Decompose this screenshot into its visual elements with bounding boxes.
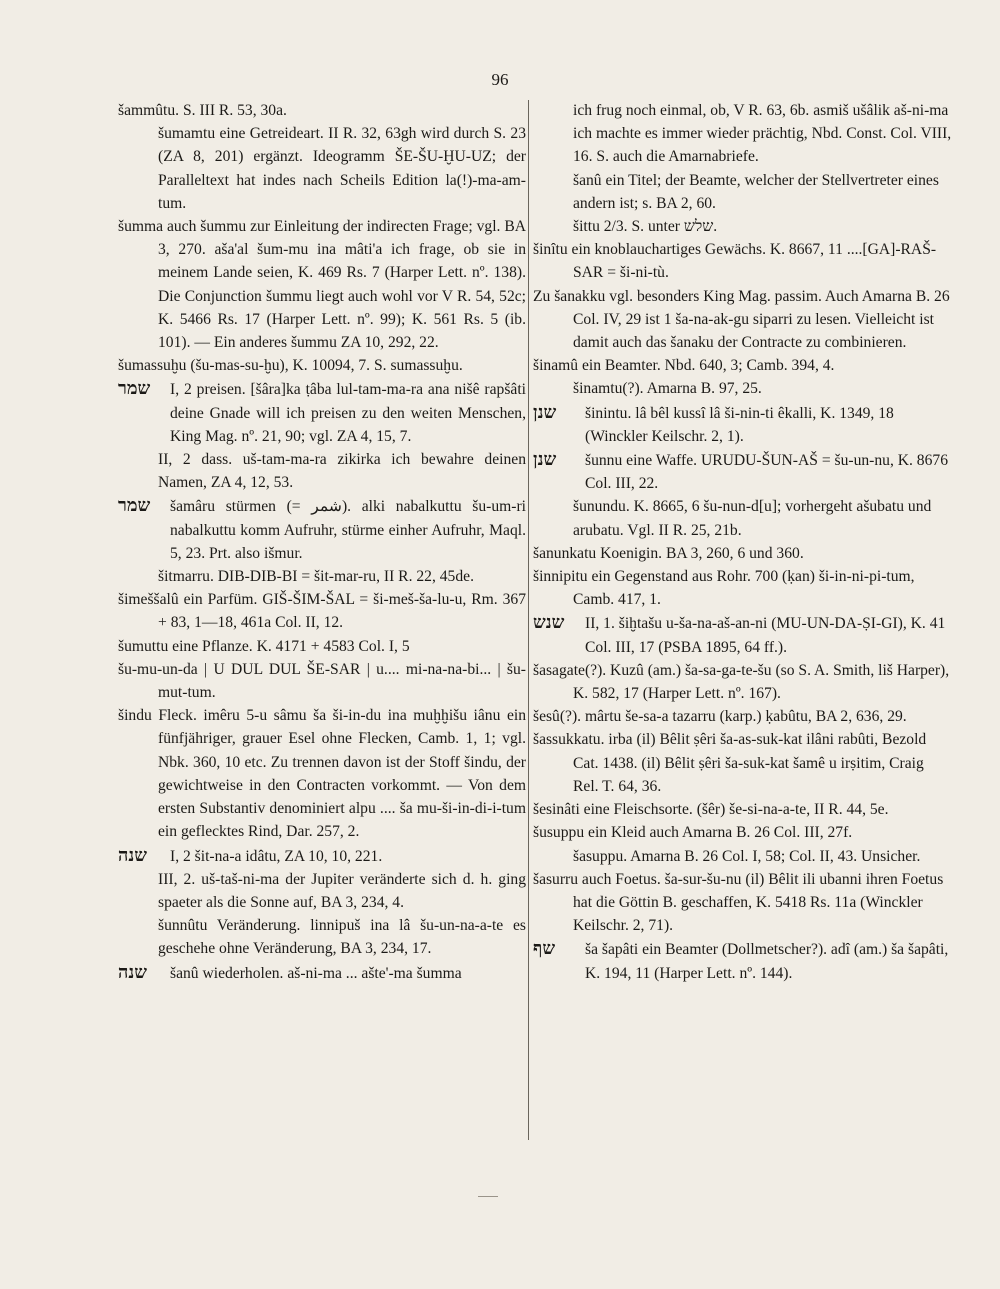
entry: šesû(?). mârtu še-sa-a tazarru (karp.) ḳabûtu, BA 2, 636, 29.	[533, 708, 907, 726]
entry-text: II, 1. šiḫtašu u-ša-na-aš-an-ni (MU-UN-DA-ṢI-GI), K. 41 Col. III, 17 (PSBA 1895, 64 ff.).	[585, 615, 946, 656]
entry	[118, 377, 526, 448]
entry-text: ša šapâti ein Beamter (Dollmetscher?). adî (am.) ša šapâti, K. 194, 11 (Harper Lett. nº. 144).	[585, 941, 949, 982]
entry: šumamtu eine Getreideart. II R. 32, 63gh wird durch S. 23 (ZA 8, 201) ergänzt. Ideogramm ŠE-ŠU-ḪU-UZ; der Paralleltext hat indes nach Scheils Edition la(!)-ma-am-tum.	[158, 125, 526, 212]
entry: šunnûtu Veränderung. linnipuš ina lâ šu-un-na-a-te es geschehe ohne Veränderung, BA 3, 234, 17.	[158, 917, 526, 958]
entry: šu-mu-un-da | U DUL DUL ŠE-SAR | u.... mi-na-na-bi... | šu-mut-tum.	[118, 660, 526, 702]
entry: šitmarru. DIB-DIB-BI = šit-mar-ru, II R. 22, 45de.	[158, 568, 474, 586]
entry: šittu 2/3. S. unter שלש.	[573, 218, 718, 236]
entry-text: I, 2 šit-na-a idâtu, ZA 10, 10, 221.	[170, 847, 383, 865]
entry: šinamtu(?). Amarna B. 97, 25.	[573, 380, 762, 398]
entry: šasuppu. Amarna B. 26 Col. I, 58; Col. II, 43. Unsicher.	[573, 847, 921, 865]
hebrew-root: שמר	[118, 378, 151, 400]
entry: šasagate(?). Kuzû (am.) ša-sa-ga-te-šu (so S. A. Smith, liš Harper), K. 582, 17 (Harper Lett. nº. 167).	[533, 661, 950, 703]
entry: šunundu. K. 8665, 6 šu-nun-d[u]; vorhergeht ašubatu und arubatu. Vgl. II R. 25, 21b.	[573, 498, 932, 539]
entry-text: šinintu. lâ bêl kussî lâ ši-nin-ti êkalli, K. 1349, 18 (Winckler Keilschr. 2, 1).	[585, 404, 894, 445]
entry-text: I, 2 preisen. [šâra]ka ṭâba lul-tam-ma-ra ana nišê rapšâti deine Gnade will ich preisen zu den weiten Menschen, King Mag. nº. 21, 90; vgl. ZA 4, 15, 7.	[170, 381, 526, 445]
hebrew-root: שנה	[118, 961, 147, 983]
entry: ich frug noch einmal, ob, V R. 63, 6b. asmiš ušâlik aš-ni-ma ich machte es immer wieder prächtig, Nbd. Const. Col. VIII, 16. S. auch die Amarnabriefe.	[573, 102, 952, 166]
entry: šumuttu eine Pflanze. K. 4171 + 4583 Col. I, 5	[118, 637, 410, 655]
entry: šanunkatu Koenigin. BA 3, 260, 6 und 360.	[533, 544, 804, 562]
entry: šumma auch šummu zur Einleitung der indirecten Frage; vgl. BA 3, 270. aša'al šum-mu ina mâti'a ich frage, ob sie in meinem Lande seien, K. 469 Rs. 7 (Harper Lett. nº. 138). Die Conjunction šummu liegt auch wohl vor V R. 54, 52c; K. 5466 Rs. 17 (Harper Lett. nº. 99); K. 561 Rs. 5 (ib. 101). — Ein anderes šummu ZA 10, 292, 22.	[118, 218, 526, 352]
right-column	[533, 99, 953, 985]
entry: šesinâti eine Fleischsorte. (šêr) še-si-na-a-te, II R. 44, 5e.	[533, 801, 889, 819]
entry	[533, 611, 953, 658]
entry	[118, 494, 526, 565]
entry: II, 2 dass. uš-tam-ma-ra zikirka ich bewahre deinen Namen, ZA 4, 12, 53.	[158, 451, 526, 492]
entry: šindu Fleck. imêru 5-u sâmu ša ši-in-du ina muḫḫišu iânu ein fünfjähriger, grauer Esel ohne Flecken, Camb. 1, 1; vgl. Nbk. 360, 10 etc. Zu trennen davon ist der Stoff šindu, der gewichtweise in den Contracten vorkommt. — Von dem ersten Substantiv denominiert alpu .... ša mu-ši-in-di-i-tum ein geflecktes Rind, Dar. 257, 2.	[118, 707, 526, 841]
entry: šinamû ein Beamter. Nbd. 640, 3; Camb. 394, 4.	[533, 357, 835, 375]
entry-text: šamâru stürmen (= شمر). alki nabalkuttu šu-um-ri nabalkuttu komm Aufruhr, stürme einher Aufruhr, Maql. 5, 23. Prt. also išmur.	[170, 498, 526, 562]
hebrew-root: שף	[533, 938, 556, 960]
entry: Zu šanakku vgl. besonders King Mag. passim. Auch Amarna B. 26 Col. IV, 29 ist 1 ša-na-ak-gu siparri zu lesen. Vielleicht ist damit auch das šanaku der Contracte zu combinieren.	[533, 287, 950, 352]
entry	[118, 961, 526, 985]
entry	[533, 448, 953, 495]
column-divider	[528, 100, 529, 1140]
entry: šinîtu ein knoblauchartiges Gewächs. K. 8667, 11 ....[GA]-RAŠ-SAR = ši-ni-tù.	[533, 241, 937, 282]
entry: šasurru auch Foetus. ša-sur-šu-nu (il) Bêlit ili ubanni ihren Foetus hat die Göttin B. geschaffen, K. 5418 Rs. 11a (Winckler Keilschr. 2, 71).	[533, 870, 944, 935]
hebrew-root: שנן	[533, 449, 557, 471]
footer-mark	[478, 1196, 498, 1197]
entry-text: šanû wiederholen. aš-ni-ma ... ašte'-ma šumma	[170, 964, 462, 982]
hebrew-root: שנן	[533, 401, 557, 423]
entry-text: šunnu eine Waffe. URUDU-ŠUN-AŠ = šu-un-nu, K. 8676 Col. III, 22.	[585, 452, 948, 493]
entry: šassukkatu. irba (il) Bêlit ṣêri ša-as-suk-kat ilâni rabûti, Bezold Cat. 1438. (il) Bêlit ṣêri ša-suk-kat šamê u irṣitim, Craig Rel. T. 64, 36.	[533, 731, 927, 795]
entry: šanû ein Titel; der Beamte, welcher der Stellvertreter eines andern ist; s. BA 2, 60.	[573, 171, 939, 212]
entry	[118, 844, 526, 868]
left-column	[118, 99, 526, 985]
entry: šimeššalû ein Parfüm. GIŠ-ŠIM-ŠAL = ši-meš-ša-lu-u, Rm. 367 + 83, 1—18, 461a Col. II, 12.	[118, 591, 526, 632]
entry: šammûtu. S. III R. 53, 30a.	[118, 102, 287, 119]
entry: šinnipitu ein Gegenstand aus Rohr. 700 (ḳan) ši-in-ni-pi-tum, Camb. 417, 1.	[533, 568, 915, 609]
entry: III, 2. uš-taš-ni-ma der Jupiter veränderte sich d. h. ging spaeter als die Sonne auf, BA 3, 234, 4.	[158, 870, 526, 911]
page-number: 96	[491, 70, 509, 89]
entry: šusuppu ein Kleid auch Amarna B. 26 Col. III, 27f.	[533, 824, 853, 842]
entry	[533, 401, 953, 448]
hebrew-root: שנש	[533, 612, 565, 634]
entry: šumassuḫu (šu-mas-su-ḫu), K. 10094, 7. S. sumassuḫu.	[118, 357, 463, 375]
entry	[533, 937, 953, 984]
hebrew-root: שנה	[118, 844, 147, 866]
hebrew-root: שמר	[118, 495, 151, 517]
